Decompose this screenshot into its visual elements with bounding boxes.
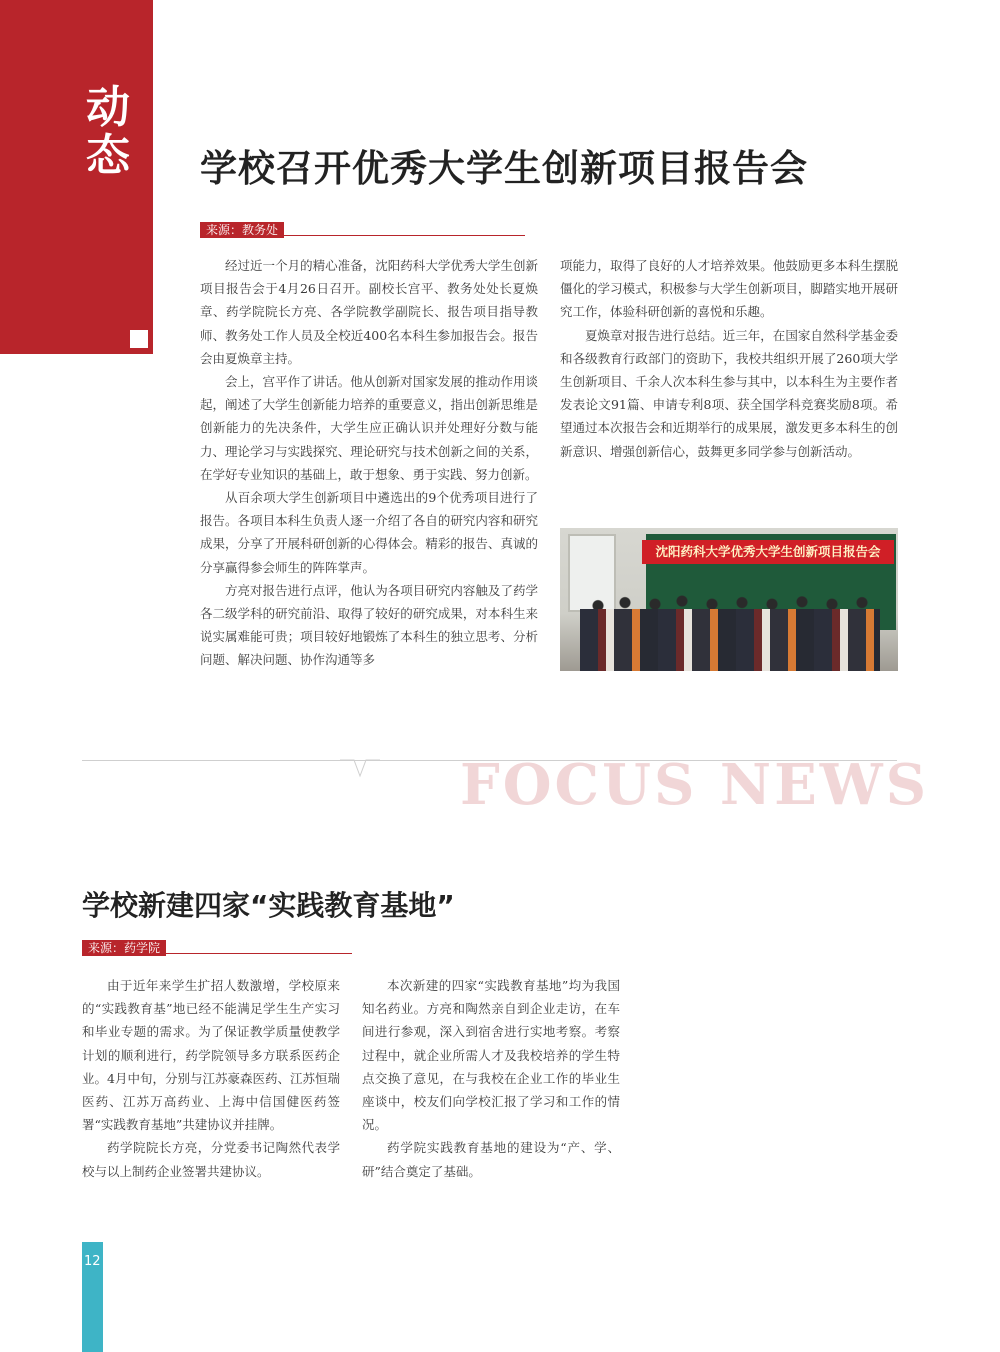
article1-column-right [560, 254, 898, 463]
article2-source: 来源：药学院 [82, 940, 166, 956]
article2-paragraph: 本次新建的四家“实践教育基地”均为我国知名药业。方亮和陶然亲自到企业走访，在车间进行参观，深入到宿舍进行实地考察。考察过程中，就企业所需人才及我校培养的学生特点交换了意见，在与我校在企业工作的毕业生座谈中，校友们向学校汇报了学习和工作的情况。 [362, 978, 620, 1133]
photo-banner: 沈阳药科大学优秀大学生创新项目报告会 [642, 540, 894, 564]
article2-source-bar [82, 937, 352, 954]
article1-paragraph: 方亮对报告进行点评，他认为各项目研究内容触及了药学各二级学科的研究前沿、取得了较好的研究成果，对本科生来说实属难能可贵；项目较好地锻炼了本科生的独立思考、分析问题、解决问题、协作沟通等多 [200, 582, 538, 668]
article2-column-right [362, 974, 620, 1183]
square-marker-icon [130, 330, 148, 348]
event-photo [560, 528, 898, 671]
article1-paragraph: 经过近一个月的精心准备，沈阳药科大学优秀大学生创新项目报告会于4月26日召开。副校长宫平、教务处处长夏焕章、药学院院长方亮、各学院教学副院长、报告项目指导教师、教务处工作人员及全校近400名本科生参加报告会。报告会由夏焕章主持。 [200, 258, 538, 366]
article1-source: 来源：教务处 [200, 222, 284, 238]
article1-title: 学校召开优秀大学生创新项目报告会 [200, 147, 808, 190]
article1-paragraph: 会上，宫平作了讲话。他从创新对国家发展的推动作用谈起，阐述了大学生创新能力培养的重要意义，指出创新思维是创新能力的先决条件，大学生应正确认识并处理好分数与能力、理论学习与实践探究、理论研究与技术创新之间的关系，在学好专业知识的基础上，敢于想象、勇于实践、努力创新。 [200, 374, 538, 482]
article1-source-bar [200, 219, 525, 236]
section-banner-rule [0, 351, 153, 354]
article1-paragraph: 项能力，取得了良好的人才培养效果。他鼓励更多本科生摆脱僵化的学习模式，积极参与大学生创新项目，脚踏实地开展研究工作，体验科研创新的喜悦和乐趣。 [560, 258, 898, 320]
article1-paragraph: 夏焕章对报告进行总结。近三年，在国家自然科学基金委和各级教育行政部门的资助下，我校共组织开展了260项大学生创新项目、千余人次本科生参与其中，以本科生为主要作者发表论文91篇、申请专利8项、获全国学科竞赛奖励8项。希望通过本次报告会和近期举行的成果展，激发更多本科生的创新意识、增强创新信心，鼓舞更多同学参与创新活动。 [560, 327, 898, 459]
focus-news-heading: FOCUS NEWS [460, 752, 930, 818]
article2-paragraph: 药学院院长方亮，分党委书记陶然代表学校与以上制药企业签署共建协议。 [82, 1140, 340, 1179]
section-label: 动态 [86, 82, 130, 181]
article2-paragraph: 由于近年来学生扩招人数激增，学校原来的“实践教育基”地已经不能满足学生生产实习和毕业专题的需求。为了保证教学质量使教学计划的顺利进行，药学院领导多方联系医药企业。4月中旬，分别与江苏豪森医药、江苏恒瑞医药、江苏万高药业、上海中信国健医药签署“实践教育基地”共建协议并挂牌。 [82, 978, 340, 1133]
photo-group [580, 595, 880, 671]
divider-notch-icon [340, 758, 380, 780]
article2-column-left [82, 974, 340, 1183]
article2-paragraph: 药学院实践教育基地的建设为“产、学、研”结合奠定了基础。 [362, 1140, 620, 1179]
page-number: 12 [84, 1254, 101, 1269]
article1-column-left [200, 254, 538, 672]
article1-paragraph: 从百余项大学生创新项目中遴选出的9个优秀项目进行了报告。各项目本科生负责人逐一介绍了各自的研究内容和研究成果，分享了开展科研创新的心得体会。精彩的报告、真诚的分享赢得参会师生的阵阵掌声。 [200, 490, 538, 575]
article2-title: 学校新建四家“实践教育基地” [82, 889, 455, 922]
